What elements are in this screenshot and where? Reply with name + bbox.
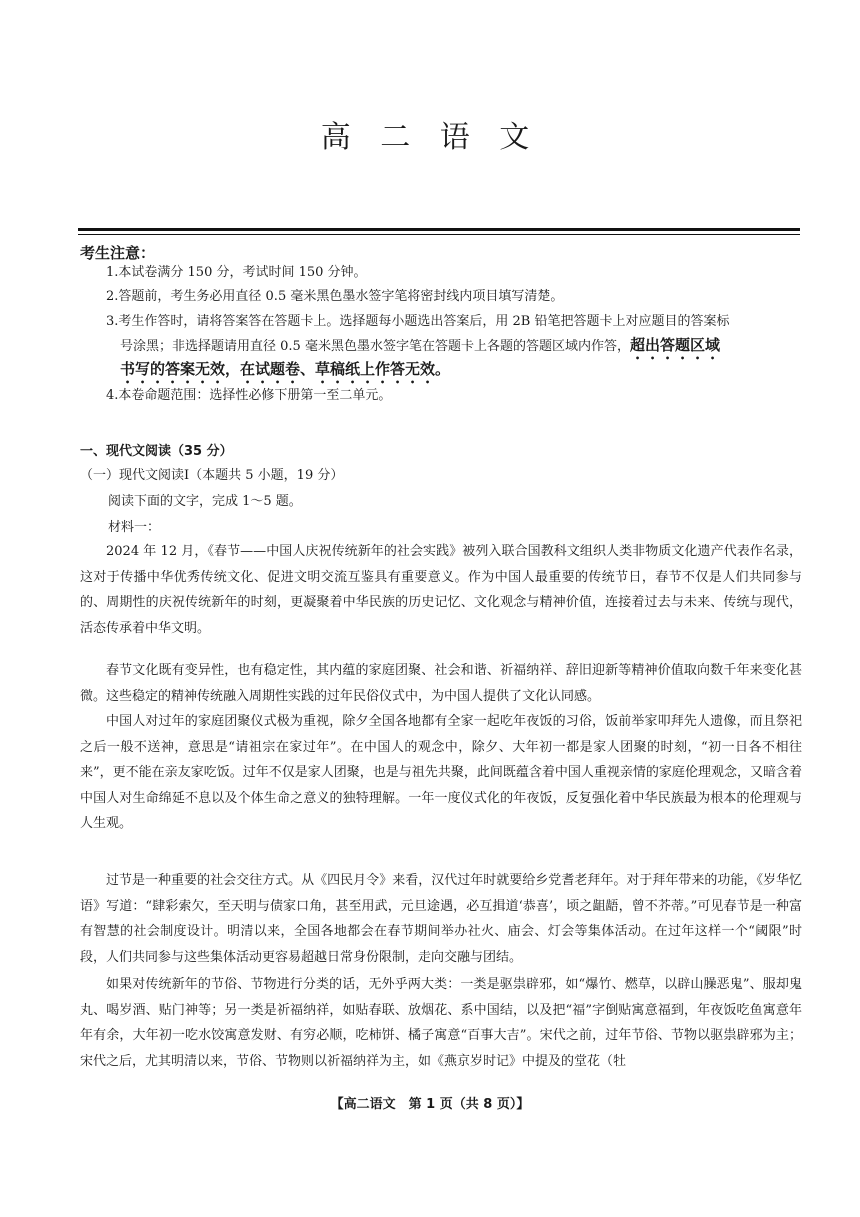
page-footer: 【高二语文 第 1 页（共 8 页）】: [330, 1097, 530, 1112]
notice-item-4: 4.本卷命题范围：选择性必修下册第一至二单元。: [106, 388, 392, 403]
header-rule-thin: [78, 234, 800, 235]
paragraph-4: 过节是一种重要的社会交往方式。从《四民月令》来看，汉代过年时就要给乡党耆老拜年。对于拜年带来的功能，《岁华忆语》写道：“肆彩索欠，至天明与债家口角，甚至用武，元旦途遇，必互揖道‘恭喜’，顷之龃龉，曾不芥蒂。”可见春节是一种富有智慧的社会制度设计。明清以来，全国各地都会在春节期间举办社火、庙会、灯会等集体活动。在过年这样一个“阈限”时段，人们共同参与这些集体活动更容易超越日常身份限制，走向交融与团结。: [80, 873, 802, 965]
paragraph-3: 中国人对过年的家庭团聚仪式极为重视，除夕全国各地都有全家一起吃年夜饭的习俗，饭前举家叩拜先人遗像，而且祭祀之后一般不送神，意思是“请祖宗在家过年”。在中国人的观念中，除夕、大年初一都是家人团聚的时刻，“初一日各不相往来”，更不能在亲友家吃饭。过年不仅是家人团聚，也是与祖先共聚，此间既蕴含着中国人重视亲情的家庭伦理观念，又暗含着中国人对生命绵延不息以及个体生命之意义的独特理解。一年一度仪式化的年夜饭，反复强化着中华民族最为根本的伦理观与人生观。: [80, 714, 802, 831]
page-title: 高 二 语 文: [320, 120, 540, 155]
paragraph-5: 如果对传统新年的节俗、节物进行分类的话，无外乎两大类：一类是驱祟辟邪，如“爆竹、燃草，以辟山臊恶鬼”、服却鬼丸、喝岁酒、贴门神等；另一类是祈福纳祥，如贴春联、放烟花、系中国结，以及把“福”字倒贴寓意福到，年夜饭吃鱼寓意年年有余，大年初一吃水饺寓意发财、有穷必顺，吃柿饼、橘子寓意“百事大吉”。宋代之前，过年节俗、节物以驱祟辟邪为主；宋代之后，尤其明清以来，节俗、节物则以祈福纳祥为主，如《燕京岁时记》中提及的堂花（牡: [80, 977, 802, 1069]
paragraph-2: 春节文化既有变异性，也有稳定性，其内蕴的家庭团聚、社会和谐、祈福纳祥、辞旧迎新等精神价值取向数千年来变化甚微。这些稳定的精神传统融入周期性实践的过年民俗仪式中，为中国人提供了文化认同感。: [80, 663, 802, 704]
notice-item-3-emphasis-2: 书写的答案无效，在试题卷、草稿纸上作答无效。: [120, 360, 451, 378]
notice-item-3-emphasis: 超出答题区域: [629, 336, 720, 354]
notice-item-2: 2.答题前，考生务必用直径 0.5 毫米黑色墨水签字笔将密封线内项目填写清楚。: [106, 289, 564, 304]
reading-instruction: 阅读下面的文字，完成 1～5 题。: [108, 494, 302, 509]
notice-item-3-plain: 号涂黑；非选择题请用直径 0.5 毫米黑色墨水签字笔在答题卡上各题的答题区域内作答，: [120, 339, 630, 354]
notice-item-3: 3.考生作答时，请将答案答在答题卡上。选择题每小题选出答案后，用 2B 铅笔把答题卡上对应题目的答案标: [106, 314, 730, 329]
notice-item-3-line-3: [120, 359, 802, 387]
material-label: 材料一：: [108, 520, 161, 535]
notice-item-1: 1.本试卷满分 150 分，考试时间 150 分钟。: [106, 265, 367, 280]
section-heading: 一、现代文阅读（35 分）: [80, 444, 233, 459]
paragraph-1: 2024 年 12 月，《春节——中国人庆祝传统新年的社会实践》被列入联合国教科文组织人类非物质文化遗产代表作名录，这对于传播中华优秀传统文化、促进文明交流互鉴具有重要意义。作为中国人最重要的传统节日，春节不仅是人们共同参与的、周期性的庆祝传统新年的时刻，更凝聚着中华民族的历史记忆、文化观念与精神价值，连接着过去与未来、传统与现代，活态传承着中华文明。: [80, 544, 802, 636]
subsection-heading: （一）现代文阅读Ⅰ（本题共 5 小题，19 分）: [80, 468, 344, 483]
notice-heading: 考生注意：: [80, 244, 156, 262]
header-rule-thick: [78, 228, 800, 231]
